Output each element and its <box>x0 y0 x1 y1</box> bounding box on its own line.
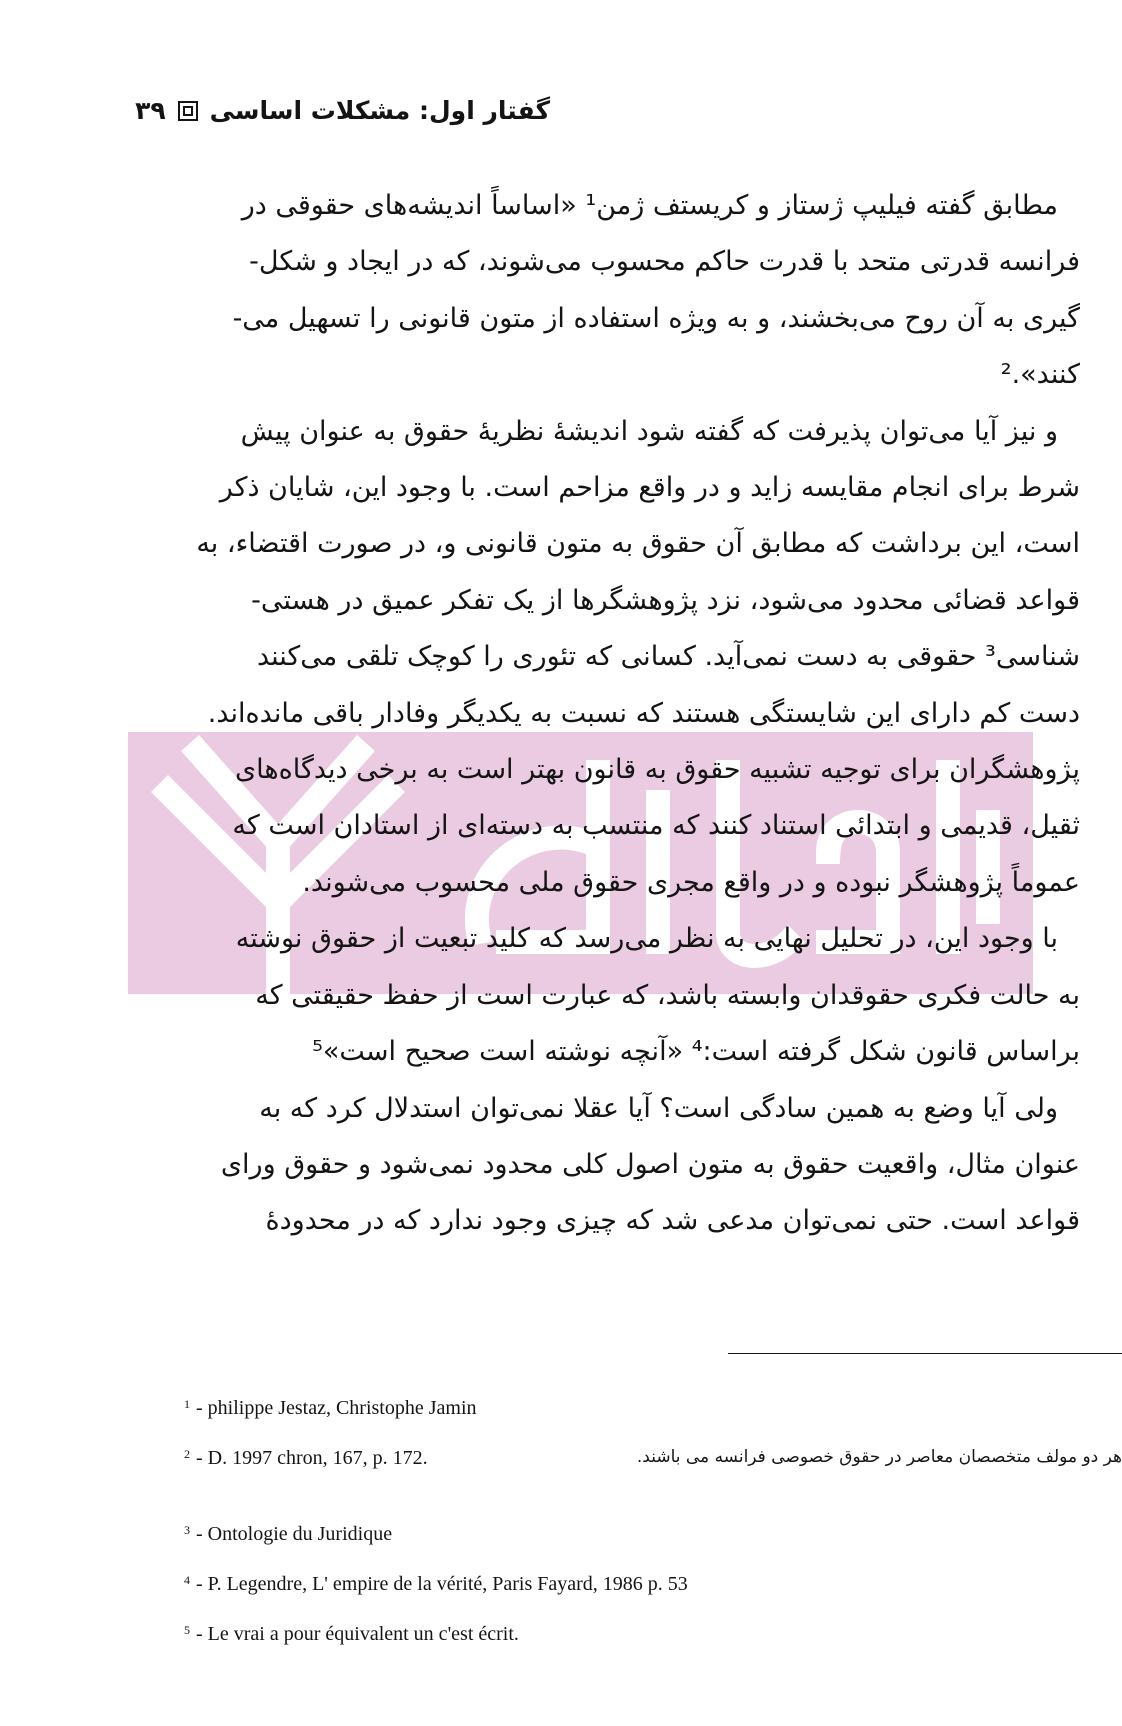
footnote-item <box>184 1519 688 1569</box>
footnote-separator <box>728 1353 1122 1354</box>
footnote-item <box>184 1569 688 1619</box>
footnote-text: - philippe Jestaz, Christophe Jamin <box>196 1397 477 1419</box>
footnote-persian-note: هر دو مولف متخصصان معاصر در حقوق خصوصی فرانسه می باشند. <box>636 1447 1122 1467</box>
footnote-item <box>184 1619 688 1669</box>
footnote-number: 5 <box>184 1623 190 1637</box>
chapter-title: گفتار اول: مشکلات اساسی <box>209 96 550 125</box>
footnote-text: - Le vrai a pour équivalent un c'est écrit. <box>196 1623 519 1645</box>
footnote-text: - D. 1997 chron, 167, p. 172. <box>196 1447 428 1469</box>
footnote-text: - P. Legendre, L' empire de la vérité, Paris Fayard, 1986 p. 53 <box>196 1573 688 1595</box>
footnote-list <box>184 1393 688 1669</box>
paragraph: ولی آیا وضع به همین سادگی است؟ آیا عقلا نمی‌توان استدلال کرد که به عنوان مثال، واقعیت حقوق به متون اصول کلی محدود نمی‌شود و حقوق ورای قواعد است. حتی نمی‌توان مدعی شد که چیزی وجود ندارد که در محدودهٔ <box>220 1092 1080 1237</box>
paragraph: با وجود این، در تحلیل نهایی به نظر می‌رسد که کلید تبعیت از حقوق نوشته به حالت فکری حقوقدان وابسته باشد، که عبارت است از حفظ حقیقتی که براساس قانون شکل گرفته است:⁴ «آنچه نوشته است صحیح است»⁵ <box>235 923 1080 1068</box>
footnote-number: 2 <box>184 1447 190 1461</box>
page-number: ۳۹ <box>135 96 166 125</box>
running-header <box>135 96 550 125</box>
footnote-item <box>184 1443 688 1519</box>
footnote-number: 3 <box>184 1523 190 1537</box>
footnote-number: 1 <box>184 1397 190 1411</box>
paragraph: مطابق گفته فیلیپ ژستاز و کریستف ژمن¹ «اساساً اندیشه‌های حقوقی در فرانسه قدرتی متحد با قدرت حاکم محسوب می‌شوند، که در ایجاد و شکل- گیری به آن روح می‌بخشند، و به ویژه استفاده از متون قانونی را تسهیل می- کنند».² <box>232 190 1080 391</box>
ornament-box-icon <box>178 101 198 121</box>
footnote-item <box>184 1393 688 1443</box>
body-text <box>0 178 1080 1250</box>
paragraph: و نیز آیا می‌توان پذیرفت که گفته شود اندیشهٔ نظریهٔ حقوق به عنوان پیش شرط برای انجام مقایسه زاید و در واقع مزاحم است. با وجود این، شایان ذکر است، این برداشت که مطابق آن حقوق به متون قانونی و، در صورت اقتضاء، به قواعد قضائی محدود می‌شود، نزد پژوهشگرها از یک تفکر عمیق در هستی- شناسی³ حقوقی به دست نمی‌آید. کسانی که تئوری را کوچک تلقی می‌کنند دست کم دارای این شایستگی هستند که نسبت به یکدیگر وفادار باقی مانده‌اند. پژوهشگران برای توجیه تشبیه حقوق به قانون بهتر است به برخی دیدگاه‌های ثقیل، قدیمی و ابتدائی استناد کنند که منتسب به دسته‌ای از استادان است که عموماً پژوهشگر نبوده و در واقع مجری حقوق ملی محسوب می‌شوند. <box>196 415 1080 898</box>
footnote-number: 4 <box>184 1573 190 1587</box>
footnote-text: - Ontologie du Juridique <box>196 1523 393 1545</box>
